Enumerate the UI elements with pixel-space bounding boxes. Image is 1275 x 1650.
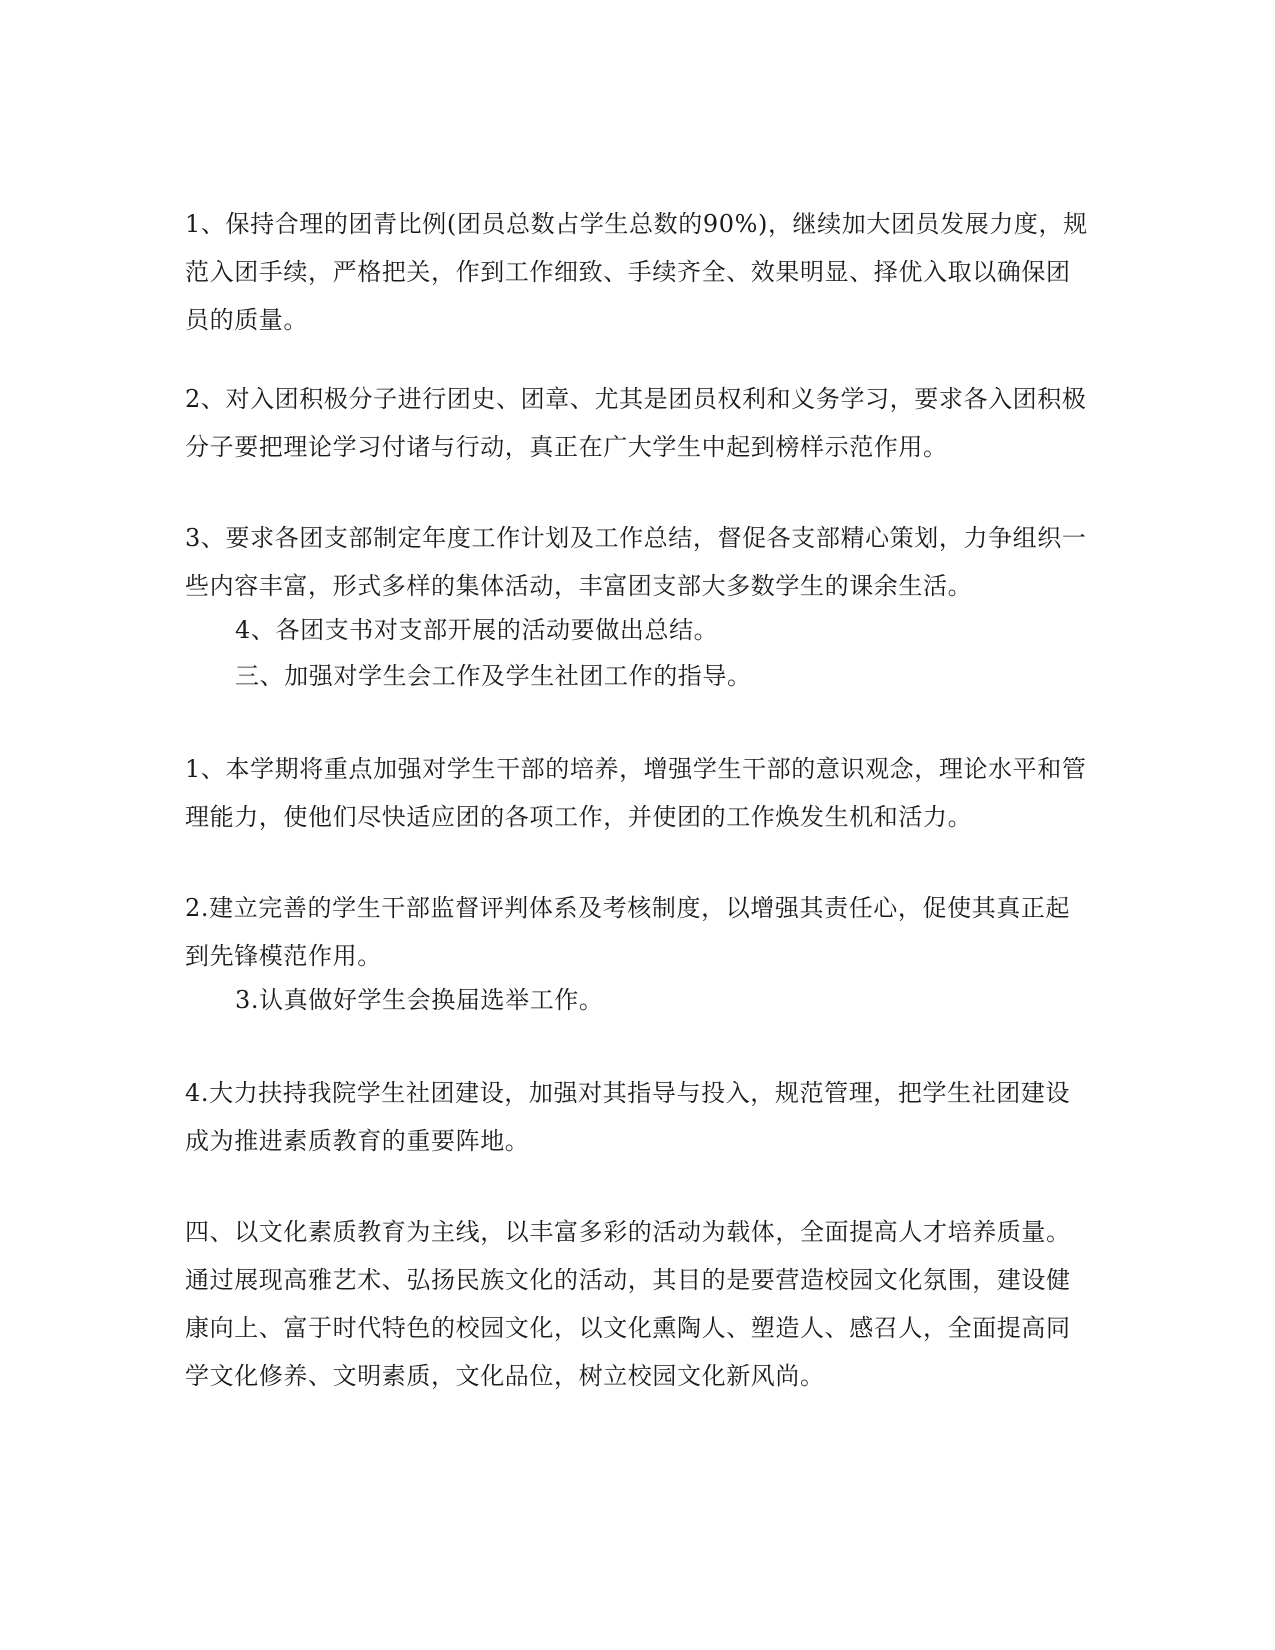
paragraph-3: 3、要求各团支部制定年度工作计划及工作总结，督促各支部精心策划，力争组织一些内容丰富，形式多样的集体活动，丰富团支部大多数学生的课余生活。 <box>185 524 1087 600</box>
paragraph-2: 2、对入团积极分子进行团史、团章、尤其是团员权利和义务学习，要求各入团积极分子要把理论学习付诸与行动，真正在广大学生中起到榜样示范作用。 <box>185 385 1087 461</box>
paragraph-5: 1、本学期将重点加强对学生干部的培养，增强学生干部的意识观念，理论水平和管理能力，使他们尽快适应团的各项工作，并使团的工作焕发生机和活力。 <box>185 755 1087 831</box>
section-heading-4: 四、以文化素质教育为主线，以丰富多彩的活动为载体，全面提高人才培养质量。通过展现高雅艺术、弘扬民族文化的活动，其目的是要营造校园文化氛围，建设健康向上、富于时代特色的校园文化，以文化熏陶人、塑造人、感召人，全面提高同学文化修养、文明素质，文化品位，树立校园文化新风尚。 <box>185 1218 1071 1390</box>
paragraph-1: 1、保持合理的团青比例(团员总数占学生总数的90%)，继续加大团员发展力度，规范入团手续，严格把关，作到工作细致、手续齐全、效果明显、择优入取以确保团员的质量。 <box>185 210 1088 334</box>
paragraph-8: 4.大力扶持我院学生社团建设，加强对其指导与投入，规范管理，把学生社团建设成为推进素质教育的重要阵地。 <box>185 1079 1071 1155</box>
paragraph-4: 4、各团支书对支部开展的活动要做出总结。 <box>235 616 719 644</box>
section-heading-3: 三、加强对学生会工作及学生社团工作的指导。 <box>235 662 752 690</box>
paragraph-7: 3.认真做好学生会换届选举工作。 <box>235 986 604 1014</box>
paragraph-6: 2.建立完善的学生干部监督评判体系及考核制度，以增强其责任心，促使其真正起到先锋模范作用。 <box>185 894 1071 970</box>
